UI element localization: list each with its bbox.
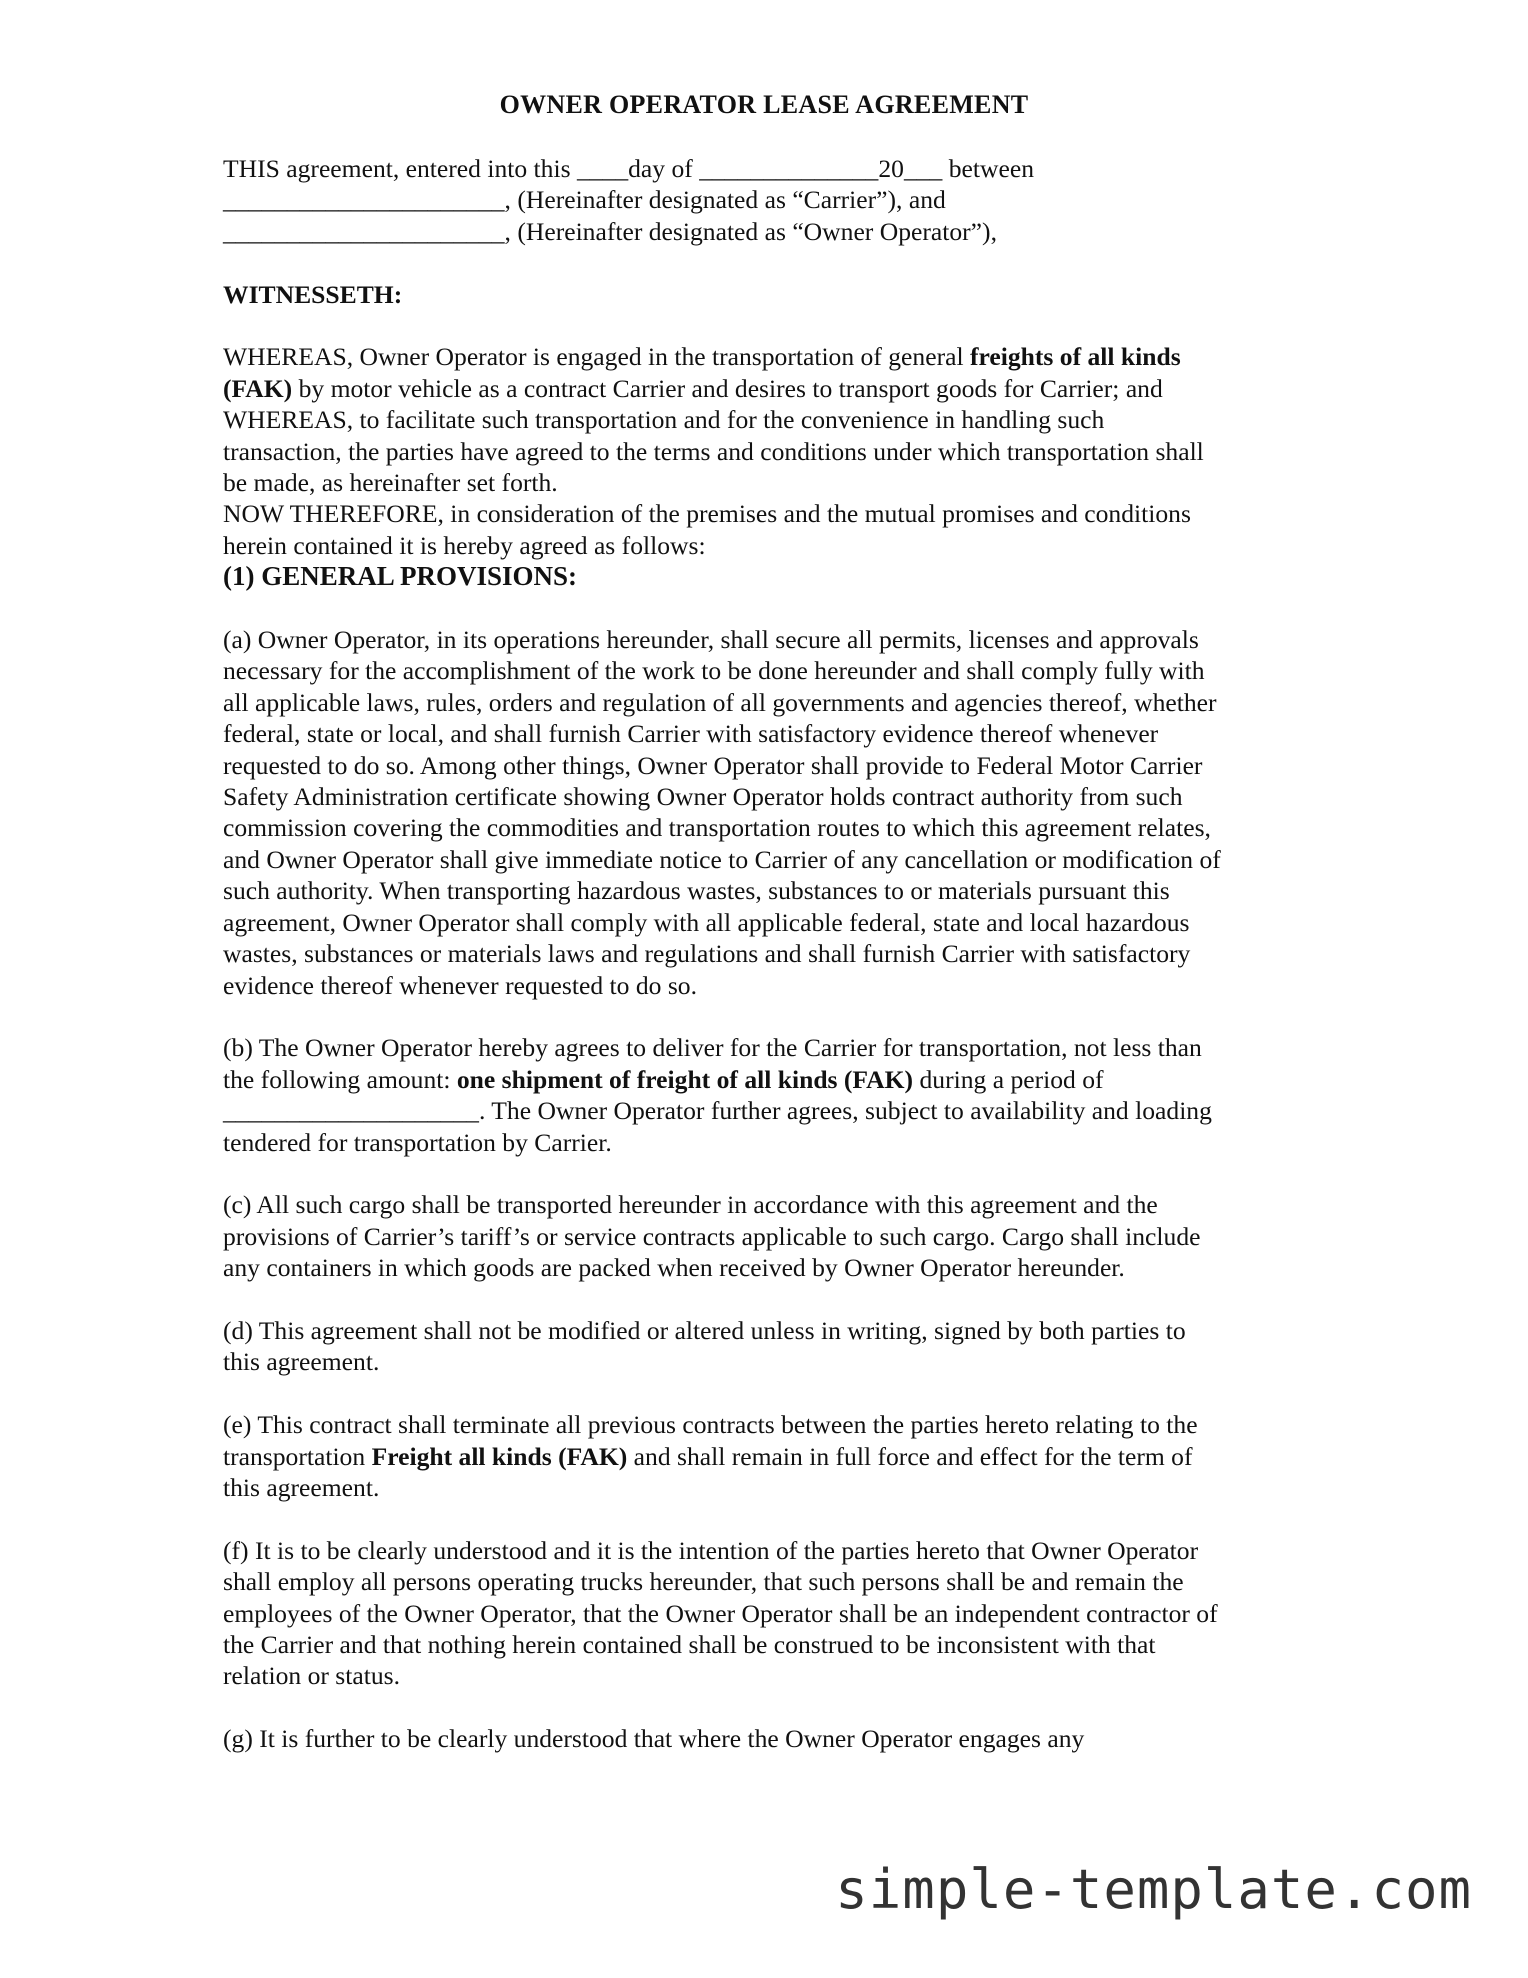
paragraph-line: ____________________. The Owner Operator further agrees, subject to availability and loading [223,1096,1212,1126]
witnesseth-heading: WITNESSETH: [223,279,403,309]
whereas-line: NOW THEREFORE, in consideration of the premises and the mutual promises and conditions [223,499,1191,529]
paragraph-f [223,1535,1313,1692]
paragraph-line: (d) This agreement shall not be modified or altered unless in writing, signed by both parties to [223,1315,1186,1345]
paragraph-line: (g) It is further to be clearly understood that where the Owner Operator engages any [223,1724,1085,1754]
paragraph-line: commission covering the commodities and transportation routes to which this agreement relates, [223,813,1211,843]
paragraph-line: (a) Owner Operator, in its operations hereunder, shall secure all permits, licenses and approvals [223,625,1199,655]
paragraph-line: wastes, substances or materials laws and regulations and shall furnish Carrier with satisfactory [223,939,1191,969]
intro-line: ______________________, (Hereinafter designated as “Owner Operator”), [223,216,997,246]
watermark-text: simple-template.com [835,1858,1472,1921]
whereas-line: (FAK) by motor vehicle as a contract Carrier and desires to transport goods for Carrier; and [223,373,1163,403]
paragraph-line: the following amount: one shipment of freight of all kinds (FAK) during a period of [223,1064,1104,1094]
whereas-line: WHEREAS, Owner Operator is engaged in the transportation of general freights of all kinds [223,342,1181,372]
paragraph-line: necessary for the accomplishment of the work to be done hereunder and shall comply fully with [223,656,1205,686]
paragraph-line: (f) It is to be clearly understood and it is the intention of the parties hereto that Owner Operator [223,1535,1199,1565]
paragraph-line: tendered for transportation by Carrier. [223,1127,612,1157]
paragraph-line: the Carrier and that nothing herein contained shall be construed to be inconsistent with that [223,1629,1156,1659]
whereas-line: be made, as hereinafter set forth. [223,468,558,498]
whereas-paragraph [223,341,1313,561]
paragraph-line: provisions of Carrier’s tariff’s or service contracts applicable to such cargo. Cargo shall include [223,1221,1201,1251]
paragraph-d [223,1315,1313,1378]
paragraph-line: this agreement. [223,1347,380,1377]
paragraph-line: any containers in which goods are packed when received by Owner Operator hereunder. [223,1253,1125,1283]
paragraph-line: (e) This contract shall terminate all previous contracts between the parties hereto relating to the [223,1410,1198,1440]
paragraph-line: (c) All such cargo shall be transported hereunder in accordance with this agreement and the [223,1190,1158,1220]
paragraph-line: evidence thereof whenever requested to do so. [223,970,697,1000]
paragraph-line: relation or status. [223,1661,400,1691]
paragraph-line: requested to do so. Among other things, Owner Operator shall provide to Federal Motor Carrier [223,750,1203,780]
intro-line: ______________________, (Hereinafter designated as “Carrier”), and [223,185,946,215]
section-heading: (1) GENERAL PROVISIONS: [223,561,578,592]
paragraph-e [223,1409,1313,1503]
paragraph-line: such authority. When transporting hazardous wastes, substances to or materials pursuant this [223,876,1170,906]
paragraph-b [223,1032,1313,1158]
intro-line: THIS agreement, entered into this ____day of ______________20___ between [223,154,1035,183]
paragraph-line: this agreement. [223,1472,380,1502]
paragraph-line: Safety Administration certificate showing Owner Operator holds contract authority from such [223,782,1183,812]
paragraph-line: and Owner Operator shall give immediate notice to Carrier of any cancellation or modification of [223,844,1221,874]
paragraph-c [223,1189,1313,1283]
paragraph-line: (b) The Owner Operator hereby agrees to deliver for the Carrier for transportation, not less than [223,1033,1202,1063]
paragraph-line: transportation Freight all kinds (FAK) and shall remain in full force and effect for the term of [223,1441,1193,1471]
paragraph-line: federal, state or local, and shall furnish Carrier with satisfactory evidence thereof whenever [223,719,1159,749]
whereas-line: transaction, the parties have agreed to the terms and conditions under which transportation shall [223,436,1204,466]
paragraph-line: all applicable laws, rules, orders and regulation of all governments and agencies thereof, whether [223,687,1217,717]
paragraph-g [223,1723,1313,1754]
whereas-line: WHEREAS, to facilitate such transportation and for the convenience in handling such [223,405,1105,435]
paragraph-line: shall employ all persons operating trucks hereunder, that such persons shall be and remain the [223,1567,1184,1597]
paragraph-line: agreement, Owner Operator shall comply with all applicable federal, state and local hazardous [223,907,1190,937]
whereas-line: herein contained it is hereby agreed as follows: [223,530,706,560]
document-body [223,153,1313,1755]
document-title: OWNER OPERATOR LEASE AGREEMENT [499,90,1029,119]
paragraph-a [223,624,1313,1001]
intro-paragraph [223,153,1313,247]
paragraph-line: employees of the Owner Operator, that the Owner Operator shall be an independent contractor of [223,1598,1218,1628]
